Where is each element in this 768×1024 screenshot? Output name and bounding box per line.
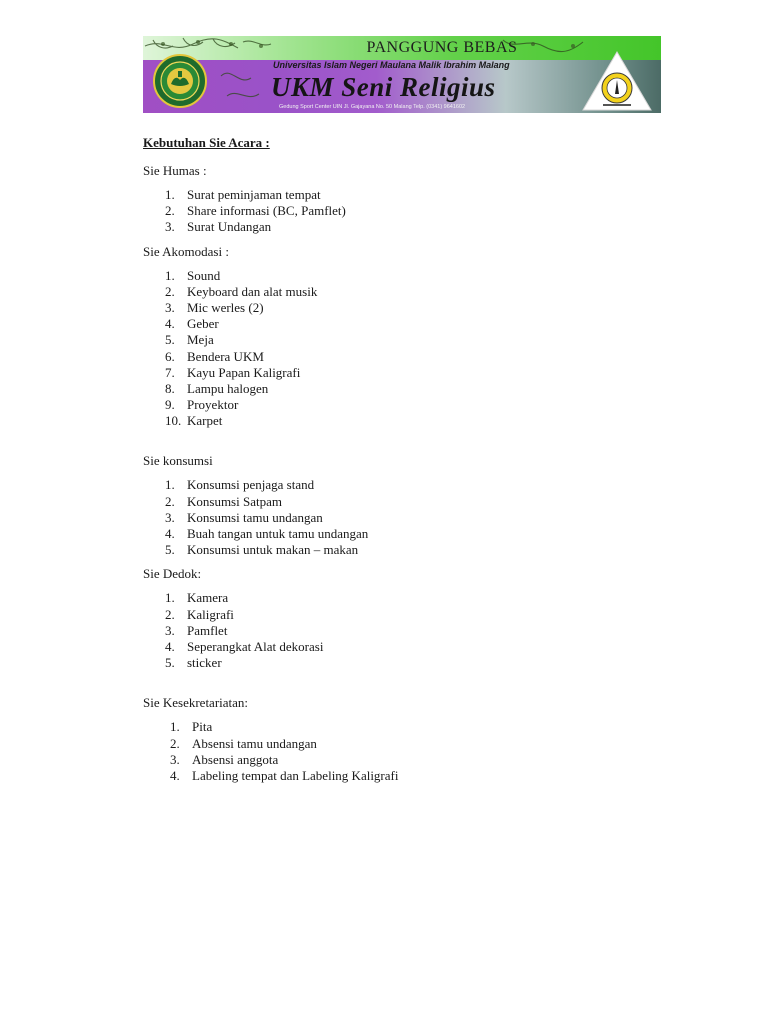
list-item: 4. Seperangkat Alat dekorasi bbox=[165, 638, 324, 654]
list-item: 6. Bendera UKM bbox=[165, 348, 264, 364]
section-akomodasi bbox=[143, 244, 663, 430]
section-title: Sie Dedok: bbox=[143, 566, 202, 582]
list-item: 3. Pamflet bbox=[165, 622, 228, 638]
section-title: Sie konsumsi bbox=[143, 453, 213, 469]
section-title: Sie Kesekretariatan: bbox=[143, 695, 249, 711]
list-item: 8. Lampu halogen bbox=[165, 380, 269, 396]
list-akomodasi bbox=[143, 268, 663, 430]
list-item: 7. Kayu Papan Kaligrafi bbox=[165, 364, 301, 380]
ukm-triangle-emblem-icon bbox=[581, 50, 653, 112]
document-body bbox=[143, 135, 663, 784]
list-item: 4. Labeling tempat dan Labeling Kaligrafi bbox=[170, 767, 399, 783]
list-item: 2. Share informasi (BC, Pamflet) bbox=[165, 203, 346, 219]
banner-title: PANGGUNG BEBAS bbox=[366, 39, 518, 56]
section-dedok bbox=[143, 566, 663, 671]
list-dedok bbox=[143, 590, 663, 671]
list-item: 1. Surat peminjaman tempat bbox=[165, 187, 321, 202]
list-item: 1. Konsumsi penjaga stand bbox=[165, 477, 315, 493]
list-konsumsi bbox=[143, 477, 663, 558]
list-item: 4. Buah tangan untuk tamu undangan bbox=[165, 526, 369, 541]
list-item: 2. Keyboard dan alat musik bbox=[165, 283, 318, 299]
list-item: 1. Kamera bbox=[165, 590, 229, 606]
university-emblem-icon bbox=[153, 54, 207, 108]
section-konsumsi bbox=[143, 453, 663, 558]
list-kesekretariatan bbox=[143, 719, 663, 784]
header-banner bbox=[143, 36, 661, 113]
list-item: 4. Geber bbox=[165, 316, 219, 332]
section-title: Sie Humas : bbox=[143, 163, 207, 178]
university-name: Universitas Islam Negeri Maulana Malik Ibrahim Malang bbox=[273, 60, 510, 70]
list-item: 1. Pita bbox=[170, 719, 213, 735]
list-item: 2. Konsumsi Satpam bbox=[165, 493, 282, 509]
list-humas bbox=[143, 187, 663, 236]
list-item: 3. Surat Undangan bbox=[165, 219, 272, 235]
section-title: Sie Akomodasi : bbox=[143, 243, 229, 259]
list-item: 9. Proyektor bbox=[165, 397, 239, 413]
section-kesekretariatan bbox=[143, 695, 663, 784]
banner-address: Gedung Sport Center UIN Jl. Gajayana No. 50 Malang Telp. (0341) 9641602 bbox=[279, 104, 466, 110]
list-item: 5. Konsumsi untuk makan – makan bbox=[165, 542, 359, 558]
list-item: 10. Karpet bbox=[165, 413, 223, 429]
ukm-name: UKM Seni Religius bbox=[271, 72, 496, 102]
list-item: 3. Absensi anggota bbox=[170, 751, 279, 767]
section-humas bbox=[143, 163, 663, 236]
list-item: 3. Konsumsi tamu undangan bbox=[165, 509, 323, 525]
list-item: 3. Mic werles (2) bbox=[165, 299, 264, 315]
list-item: 2. Absensi tamu undangan bbox=[170, 735, 317, 751]
list-item: 5. Meja bbox=[165, 332, 214, 348]
list-item: 2. Kaligrafi bbox=[165, 606, 234, 622]
list-item: 1. Sound bbox=[165, 267, 221, 283]
document-heading: Kebutuhan Sie Acara : bbox=[143, 135, 270, 150]
list-item: 5. sticker bbox=[165, 655, 222, 671]
